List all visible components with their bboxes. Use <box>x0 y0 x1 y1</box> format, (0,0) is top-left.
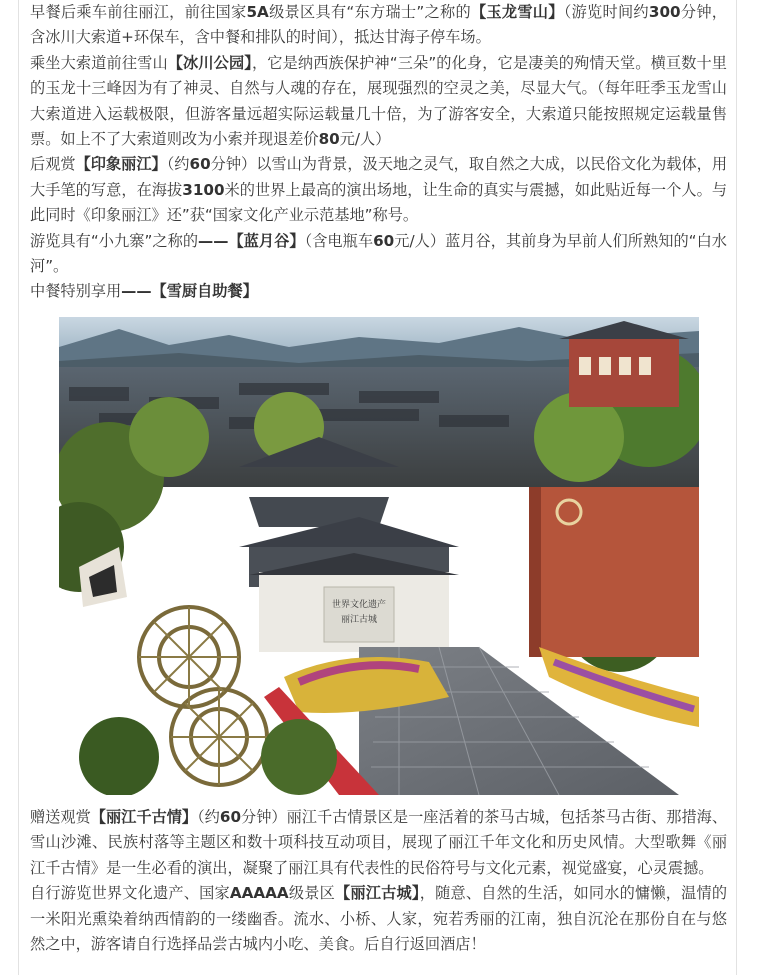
body-text: （含电瓶车 <box>304 231 374 250</box>
body-text: （约 <box>166 155 190 174</box>
highlight-text: 60 <box>219 807 242 826</box>
body-text: 元/人） <box>339 130 391 149</box>
body-text: 分钟）丽江千古情景区是一座活着的茶马古城，包括茶马古街、那措海、雪山沙滩、民族村落等主题区和数十项科技互动项目，展现了丽江千年文化和历史风情。大型歌舞《丽江千古情》是一生必看的演出，凝聚了丽江具有代表性的民俗符号与文化元素，视觉盛宴，心灵震撼。 <box>30 807 728 877</box>
itinerary-paragraph-p6 <box>30 805 727 881</box>
itinerary-paragraph-p5 <box>30 279 727 304</box>
body-text: 分钟，含冰川大索道+环保车，含中餐和排队的时间），抵达甘海子停车场。 <box>30 3 727 47</box>
highlight-text: 【冰川公园】 <box>167 53 252 72</box>
body-text: 分钟）以雪山为背景，汲天地之灵气，取自然之大成，以民俗文化为载体，用大手笔的写意，在海拔 <box>30 155 728 199</box>
plaque-line-1: 世界文化遗产 <box>331 599 387 610</box>
highlight-text: 80 <box>318 130 340 149</box>
body-text: 早餐后乘车前往丽江，前往国家 <box>30 3 247 21</box>
paragraphs-before-photo <box>30 0 727 305</box>
highlight-text: 【丽江千古情】 <box>90 807 198 826</box>
body-text: 自行游览世界文化遗产、国家 <box>30 884 230 903</box>
body-text: 中餐特别享用 <box>30 282 122 301</box>
body-text: （约 <box>197 807 220 826</box>
highlight-text: 【玉龙雪山】 <box>470 3 564 21</box>
highlight-text: 【印象丽江】 <box>75 155 167 174</box>
body-text: ，它是纳西族保护神“三朵”的化身，它是凄美的殉情天堂。横亘数十里的玉龙十三峰因为有了神灵、自然与人魂的存在，展现强烈的空灵之美，尽显大气。（每年旺季玉龙雪山大索道进入运载极限，但游客量远超实际运载量几十倍，为了游客安全，大索道只能按照规定运载量售票。如上不了大索道则改为小索并现退差价 <box>30 53 727 149</box>
body-text: 米的世界上最高的演出场地，让生命的真实与震撼，如此贴近每一个人。与此同时《印象丽江》还”获“国家文化产业示范基地”称号。 <box>30 180 728 225</box>
highlight-text: 60 <box>189 155 211 174</box>
highlight-text: ——【雪厨自助餐】 <box>121 282 258 301</box>
highlight-text: AAAAA <box>229 884 289 903</box>
body-text: ，随意、自然的生活，如同水的慵懒，温情的一米阳光熏染着纳西情韵的一缕幽香。流水、小桥、人家，宛若秀丽的江南，独自沉沦在那份自在与悠然之中，游客请自行选择品尝古城内小吃、美食。后自行返回酒店！ <box>30 884 728 953</box>
paragraphs-after-photo <box>30 805 727 957</box>
highlight-text: ——【蓝月谷】 <box>198 231 305 250</box>
plaque-line-2: 丽江古城 <box>340 614 378 625</box>
body-text: 赠送观赏 <box>30 807 91 826</box>
body-text: 级景区 <box>288 884 336 903</box>
itinerary-paragraph-p4 <box>30 229 727 280</box>
article-content <box>30 0 727 957</box>
highlight-text: 60 <box>373 231 395 250</box>
body-text: 游览具有“小九寨”之称的 <box>30 231 199 250</box>
body-text: 元/人）蓝月谷，其前身为早前人们所熟知的“白水河”。 <box>30 231 727 276</box>
itinerary-paragraph-p3 <box>30 152 727 228</box>
body-text: 级景区具有“东方瑞士”之称的 <box>268 3 471 21</box>
itinerary-paragraph-p2 <box>30 51 727 153</box>
body-text: 乘坐大索道前往雪山 <box>30 53 168 72</box>
highlight-text: 5A <box>246 3 269 21</box>
body-text: 后观赏 <box>30 155 76 174</box>
itinerary-paragraph-p7 <box>30 881 727 957</box>
highlight-text: 3100 <box>182 180 225 199</box>
highlight-text: 300 <box>648 3 681 21</box>
body-text: （游览时间约 <box>563 3 649 21</box>
lijiang-old-town-photo <box>59 317 699 795</box>
highlight-text: 【丽江古城】 <box>335 884 420 903</box>
itinerary-paragraph-p1 <box>30 0 727 51</box>
